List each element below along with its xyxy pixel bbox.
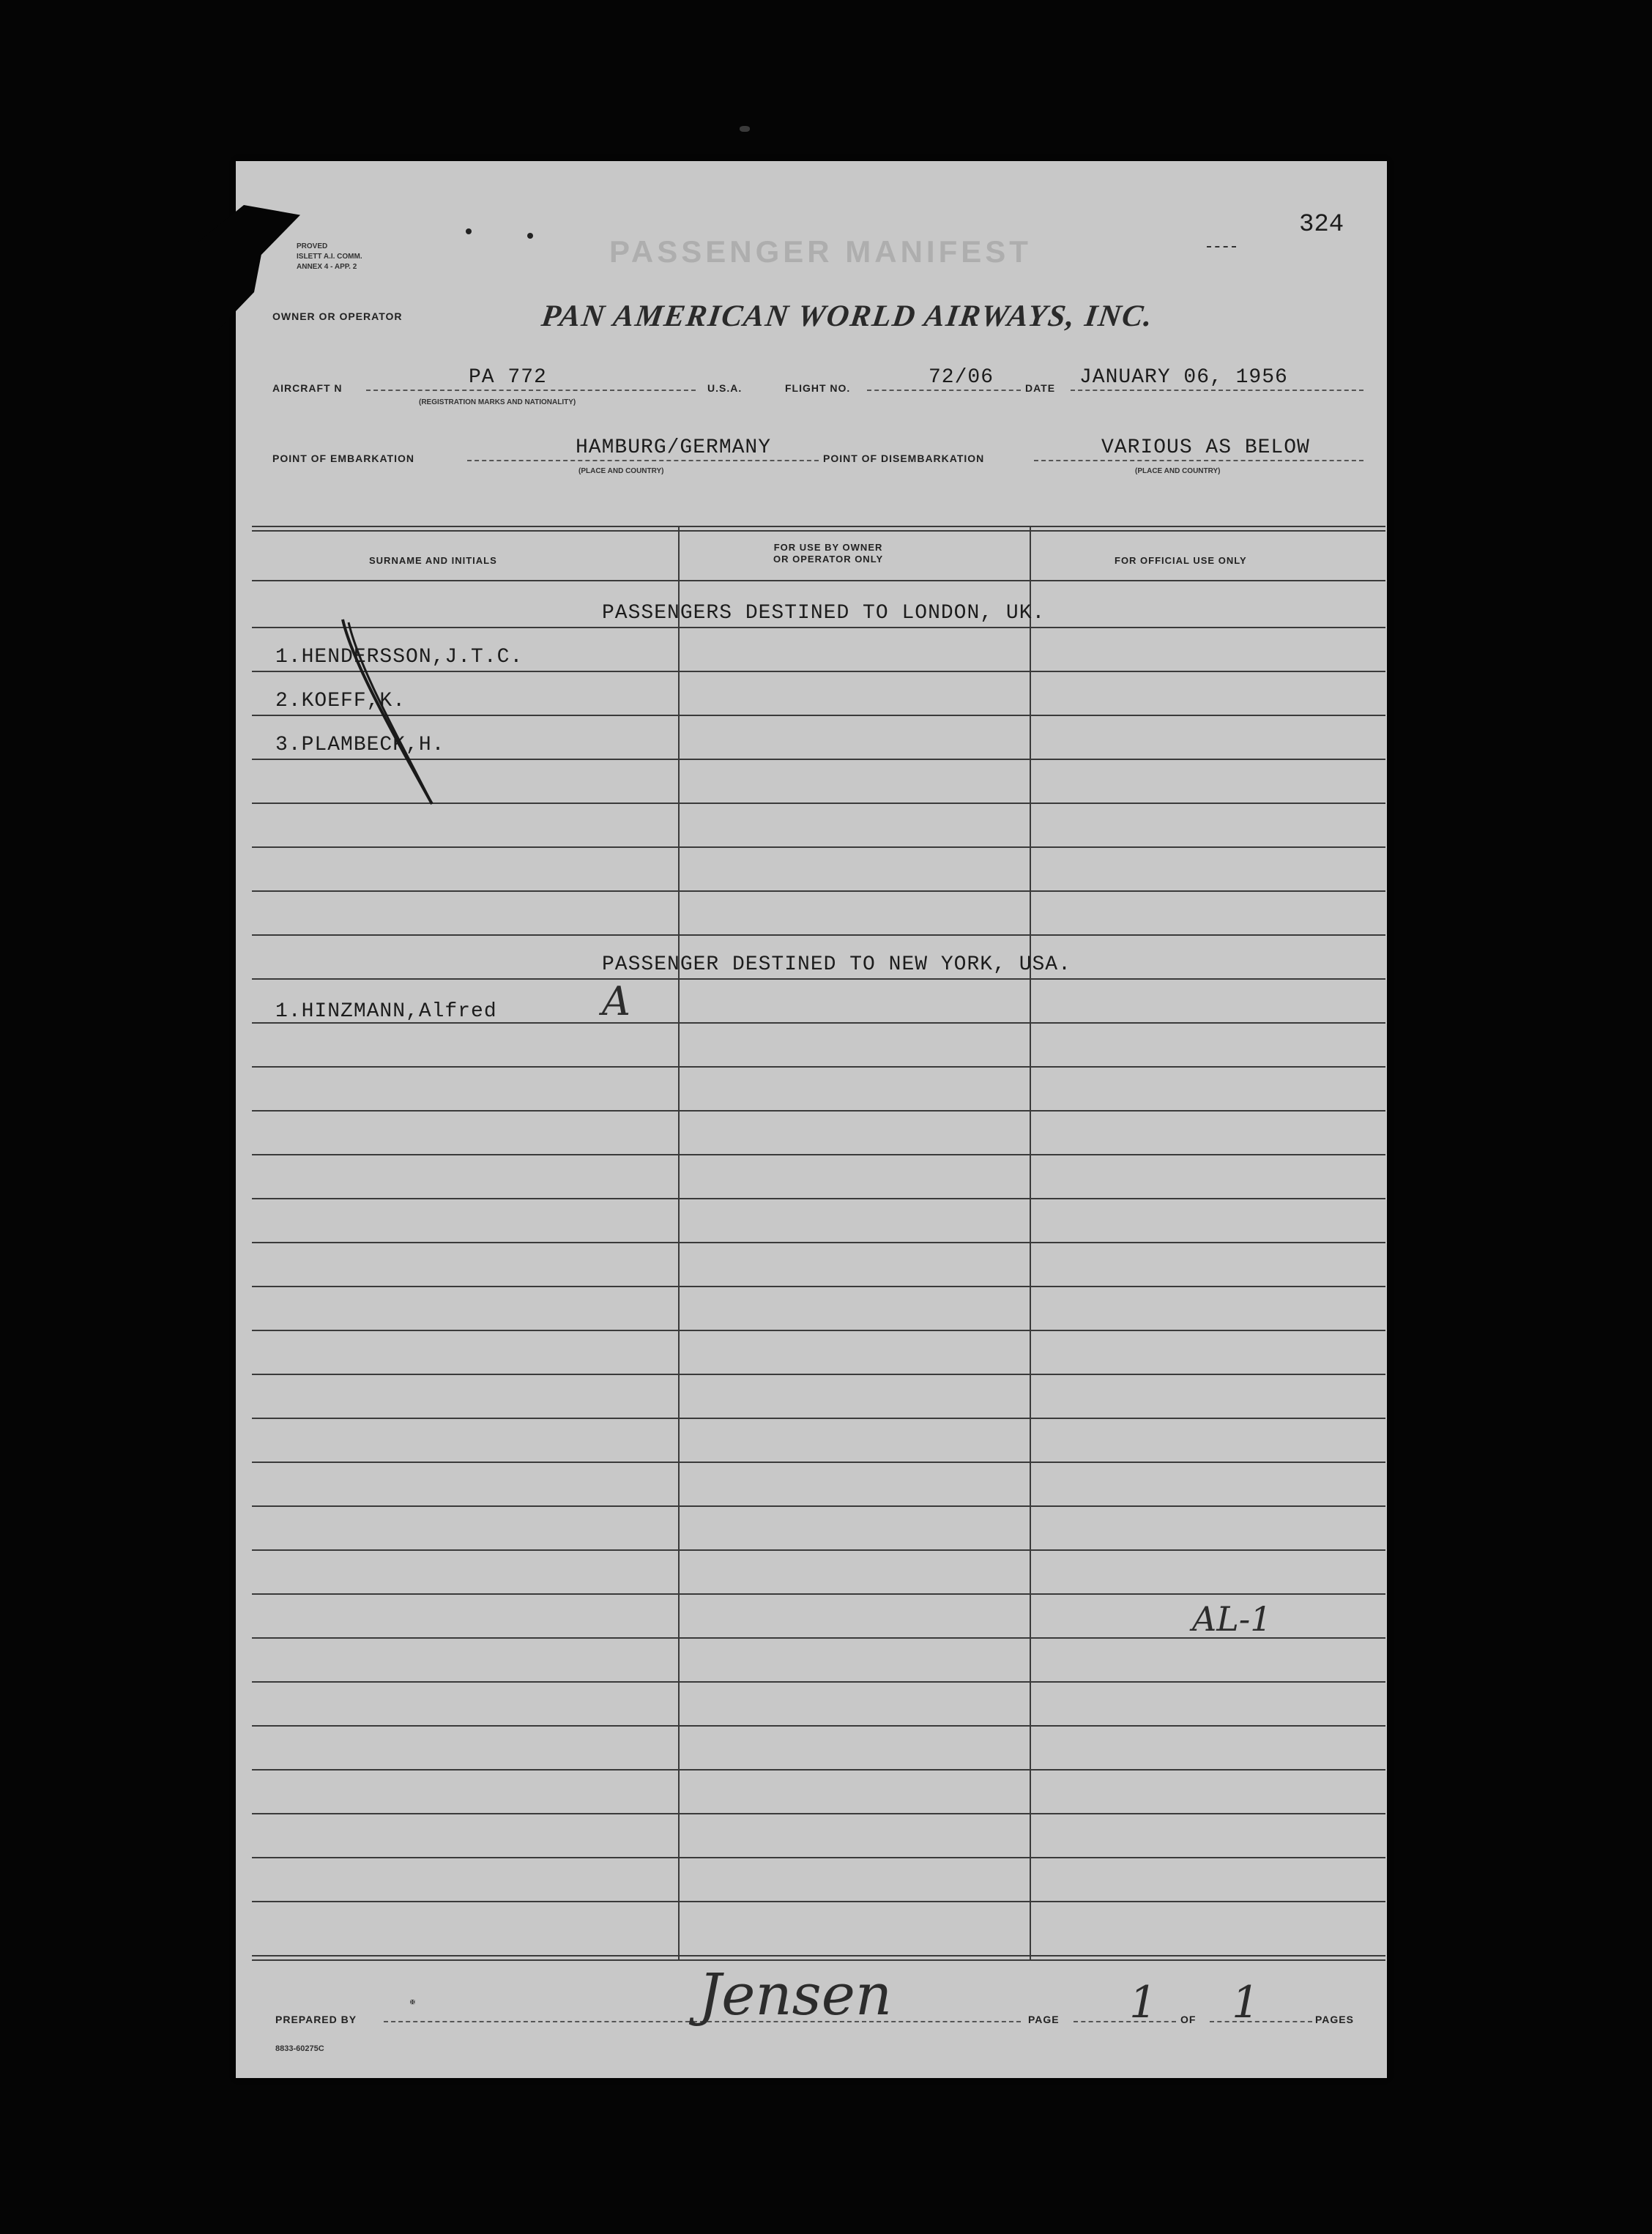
page-underline bbox=[1074, 2021, 1176, 2022]
punch-dot bbox=[466, 228, 472, 234]
page-value: 1 bbox=[1129, 1977, 1158, 2028]
date-underline bbox=[1071, 390, 1363, 391]
of-value: 1 bbox=[1232, 1977, 1260, 2028]
row-rule bbox=[252, 1725, 1385, 1727]
row-rule bbox=[252, 1374, 1385, 1375]
aircraft-sub: (REGISTRATION MARKS AND NATIONALITY) bbox=[419, 398, 576, 406]
row-rule bbox=[252, 1154, 1385, 1155]
signature: Jensen bbox=[699, 1962, 893, 2028]
table-top-rule bbox=[252, 530, 1385, 532]
col-header-official: FOR OFFICIAL USE ONLY bbox=[1115, 555, 1247, 566]
row-rule bbox=[252, 1286, 1385, 1287]
of-underline bbox=[1210, 2021, 1312, 2022]
official-annotation: AL-1 bbox=[1192, 1599, 1272, 1639]
row-rule bbox=[252, 1242, 1385, 1243]
row-rule bbox=[252, 846, 1385, 848]
of-label: OF bbox=[1180, 2014, 1197, 2025]
row-rule bbox=[252, 1813, 1385, 1814]
usa-label: U.S.A. bbox=[707, 382, 743, 394]
page-number: 324 bbox=[1299, 211, 1344, 239]
printer-mark: ✠ bbox=[410, 1999, 415, 2006]
punch-dot bbox=[527, 233, 533, 239]
pages-label: PAGES bbox=[1315, 2014, 1354, 2025]
row-rule bbox=[252, 1901, 1385, 1902]
date-label: DATE bbox=[1025, 382, 1056, 394]
prepared-label: PREPARED BY bbox=[275, 2014, 357, 2025]
table-bottom-rule bbox=[252, 1959, 1385, 1961]
dash-mark bbox=[1207, 246, 1236, 247]
passenger-entry: 1.HINZMANN,Alfred bbox=[275, 1000, 497, 1023]
row-rule bbox=[252, 1110, 1385, 1112]
passenger-entry: 3.PLAMBECK,H. bbox=[275, 734, 445, 756]
row-rule bbox=[252, 890, 1385, 892]
form-number: 8833-60275C bbox=[275, 2044, 324, 2053]
date-value: JANUARY 06, 1956 bbox=[1079, 366, 1288, 389]
passenger-entry: 2.KOEFF,K. bbox=[275, 690, 406, 712]
row-rule bbox=[252, 978, 1385, 980]
embark-value: HAMBURG/GERMANY bbox=[576, 436, 772, 459]
handwritten-strike bbox=[322, 615, 447, 813]
table-top-rule bbox=[252, 526, 1385, 527]
row-rule bbox=[252, 934, 1385, 936]
owner-label: OWNER OR OPERATOR bbox=[272, 310, 403, 322]
speck bbox=[740, 126, 750, 132]
row-rule bbox=[252, 1505, 1385, 1507]
approval-note: PROVED ISLETT A.I. COMM. ANNEX 4 - APP. 2 bbox=[297, 242, 362, 271]
table-bottom-rule bbox=[252, 1955, 1385, 1956]
flight-value: 72/06 bbox=[929, 366, 994, 389]
owner-value: PAN AMERICAN WORLD AIRWAYS, INC. bbox=[539, 299, 1156, 333]
row-rule bbox=[252, 1330, 1385, 1331]
row-rule bbox=[252, 1198, 1385, 1199]
page-label: PAGE bbox=[1028, 2014, 1060, 2025]
embark-label: POINT OF EMBARKATION bbox=[272, 453, 414, 464]
disembark-underline bbox=[1034, 460, 1363, 461]
section-heading-london: PASSENGERS DESTINED TO LONDON, UK. bbox=[602, 602, 1046, 625]
row-rule bbox=[252, 1681, 1385, 1683]
disembark-label: POINT OF DISEMBARKATION bbox=[823, 453, 985, 464]
col-header-surname: SURNAME AND INITIALS bbox=[369, 555, 497, 566]
section-heading-newyork: PASSENGER DESTINED TO NEW YORK, USA. bbox=[602, 953, 1071, 976]
row-rule bbox=[252, 1593, 1385, 1595]
embark-underline bbox=[467, 460, 819, 461]
page-title: PASSENGER MANIFEST bbox=[609, 234, 1032, 269]
col-header-operator: FOR USE BY OWNER OR OPERATOR ONLY bbox=[773, 542, 884, 565]
flight-label: FLIGHT NO. bbox=[785, 382, 851, 394]
column-divider bbox=[678, 526, 680, 1961]
row-rule bbox=[252, 1066, 1385, 1068]
table-header-rule bbox=[252, 580, 1385, 581]
embark-sub: (PLACE AND COUNTRY) bbox=[578, 467, 664, 475]
row-rule bbox=[252, 1769, 1385, 1771]
row-rule bbox=[252, 1462, 1385, 1463]
aircraft-value: PA 772 bbox=[469, 366, 547, 389]
row-rule bbox=[252, 1549, 1385, 1551]
aircraft-underline bbox=[366, 390, 696, 391]
row-rule bbox=[252, 1857, 1385, 1858]
disembark-sub: (PLACE AND COUNTRY) bbox=[1135, 467, 1221, 475]
handwritten-mark: A bbox=[602, 978, 630, 1024]
flight-underline bbox=[867, 390, 1021, 391]
row-rule bbox=[252, 1418, 1385, 1419]
aircraft-label: AIRCRAFT N bbox=[272, 382, 343, 394]
disembark-value: VARIOUS AS BELOW bbox=[1101, 436, 1310, 459]
passenger-entry: 1.HENDERSSON,J.T.C. bbox=[275, 646, 524, 669]
column-divider bbox=[1030, 526, 1031, 1961]
